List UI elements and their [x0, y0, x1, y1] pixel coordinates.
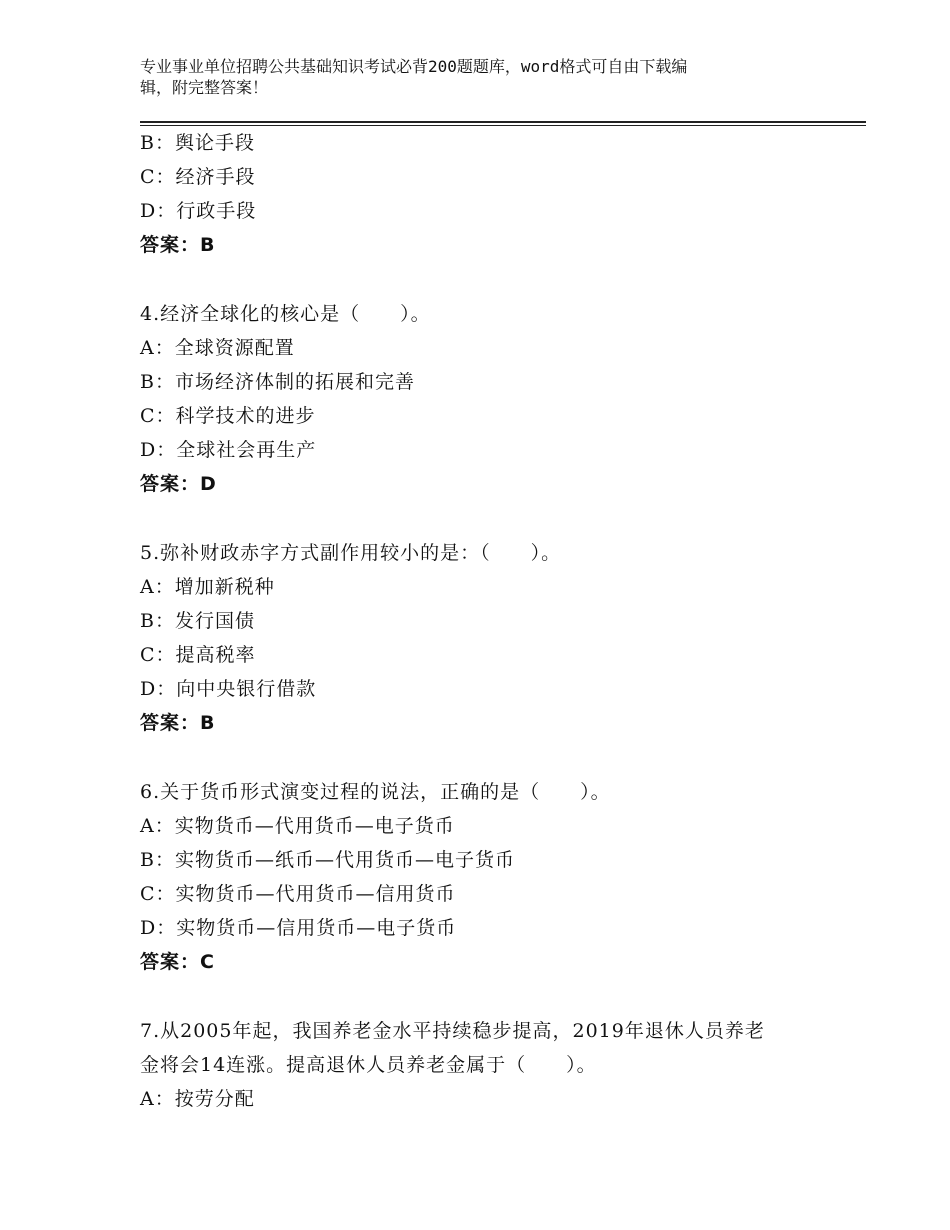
- option-d: D：行政手段: [140, 200, 257, 222]
- option-a: A：实物货币—代用货币—电子货币: [140, 815, 455, 837]
- question-6: [140, 775, 840, 979]
- spacer: [140, 979, 840, 1014]
- question-stem-line-2: 金将会14连涨。提高退休人员养老金属于（ ）。: [140, 1054, 597, 1076]
- answer: 答案：B: [140, 712, 216, 734]
- header-line-2: 辑，附完整答案！: [140, 78, 269, 97]
- option-b: B：市场经济体制的拓展和完善: [140, 371, 415, 393]
- question-3-tail: [140, 126, 840, 262]
- question-5: [140, 536, 840, 740]
- option-b: B：实物货币—纸币—代用货币—电子货币: [140, 849, 515, 871]
- option-b: B：发行国债: [140, 610, 255, 632]
- option-c: C：实物货币—代用货币—信用货币: [140, 883, 456, 905]
- spacer: [140, 501, 840, 536]
- question-stem: 5.弥补财政赤字方式副作用较小的是：（ ）。: [140, 542, 562, 564]
- question-stem: 6.关于货币形式演变过程的说法，正确的是（ ）。: [140, 781, 611, 803]
- question-7: [140, 1014, 840, 1116]
- option-d: D：向中央银行借款: [140, 678, 317, 700]
- option-c: C：科学技术的进步: [140, 405, 316, 427]
- option-a: A：增加新税种: [140, 576, 275, 598]
- answer: 答案：B: [140, 234, 216, 256]
- answer: 答案：D: [140, 473, 217, 495]
- question-list: [140, 126, 840, 1116]
- header-rule-thick: [140, 121, 866, 123]
- option-c: C：提高税率: [140, 644, 256, 666]
- option-c: C：经济手段: [140, 166, 256, 188]
- answer: 答案：C: [140, 951, 215, 973]
- option-a: A：按劳分配: [140, 1088, 255, 1110]
- option-d: D：实物货币—信用货币—电子货币: [140, 917, 457, 939]
- question-stem-line-1: 7.从2005年起，我国养老金水平持续稳步提高，2019年退休人员养老: [140, 1020, 765, 1042]
- option-a: A：全球资源配置: [140, 337, 295, 359]
- header-line-1: 专业事业单位招聘公共基础知识考试必背200题题库，word格式可自由下载编: [140, 57, 688, 76]
- option-d: D：全球社会再生产: [140, 439, 317, 461]
- spacer: [140, 262, 840, 297]
- spacer: [140, 740, 840, 775]
- page-header: [140, 56, 800, 98]
- option-b: B：舆论手段: [140, 132, 255, 154]
- question-4: [140, 297, 840, 501]
- question-stem: 4.经济全球化的核心是（ ）。: [140, 303, 431, 325]
